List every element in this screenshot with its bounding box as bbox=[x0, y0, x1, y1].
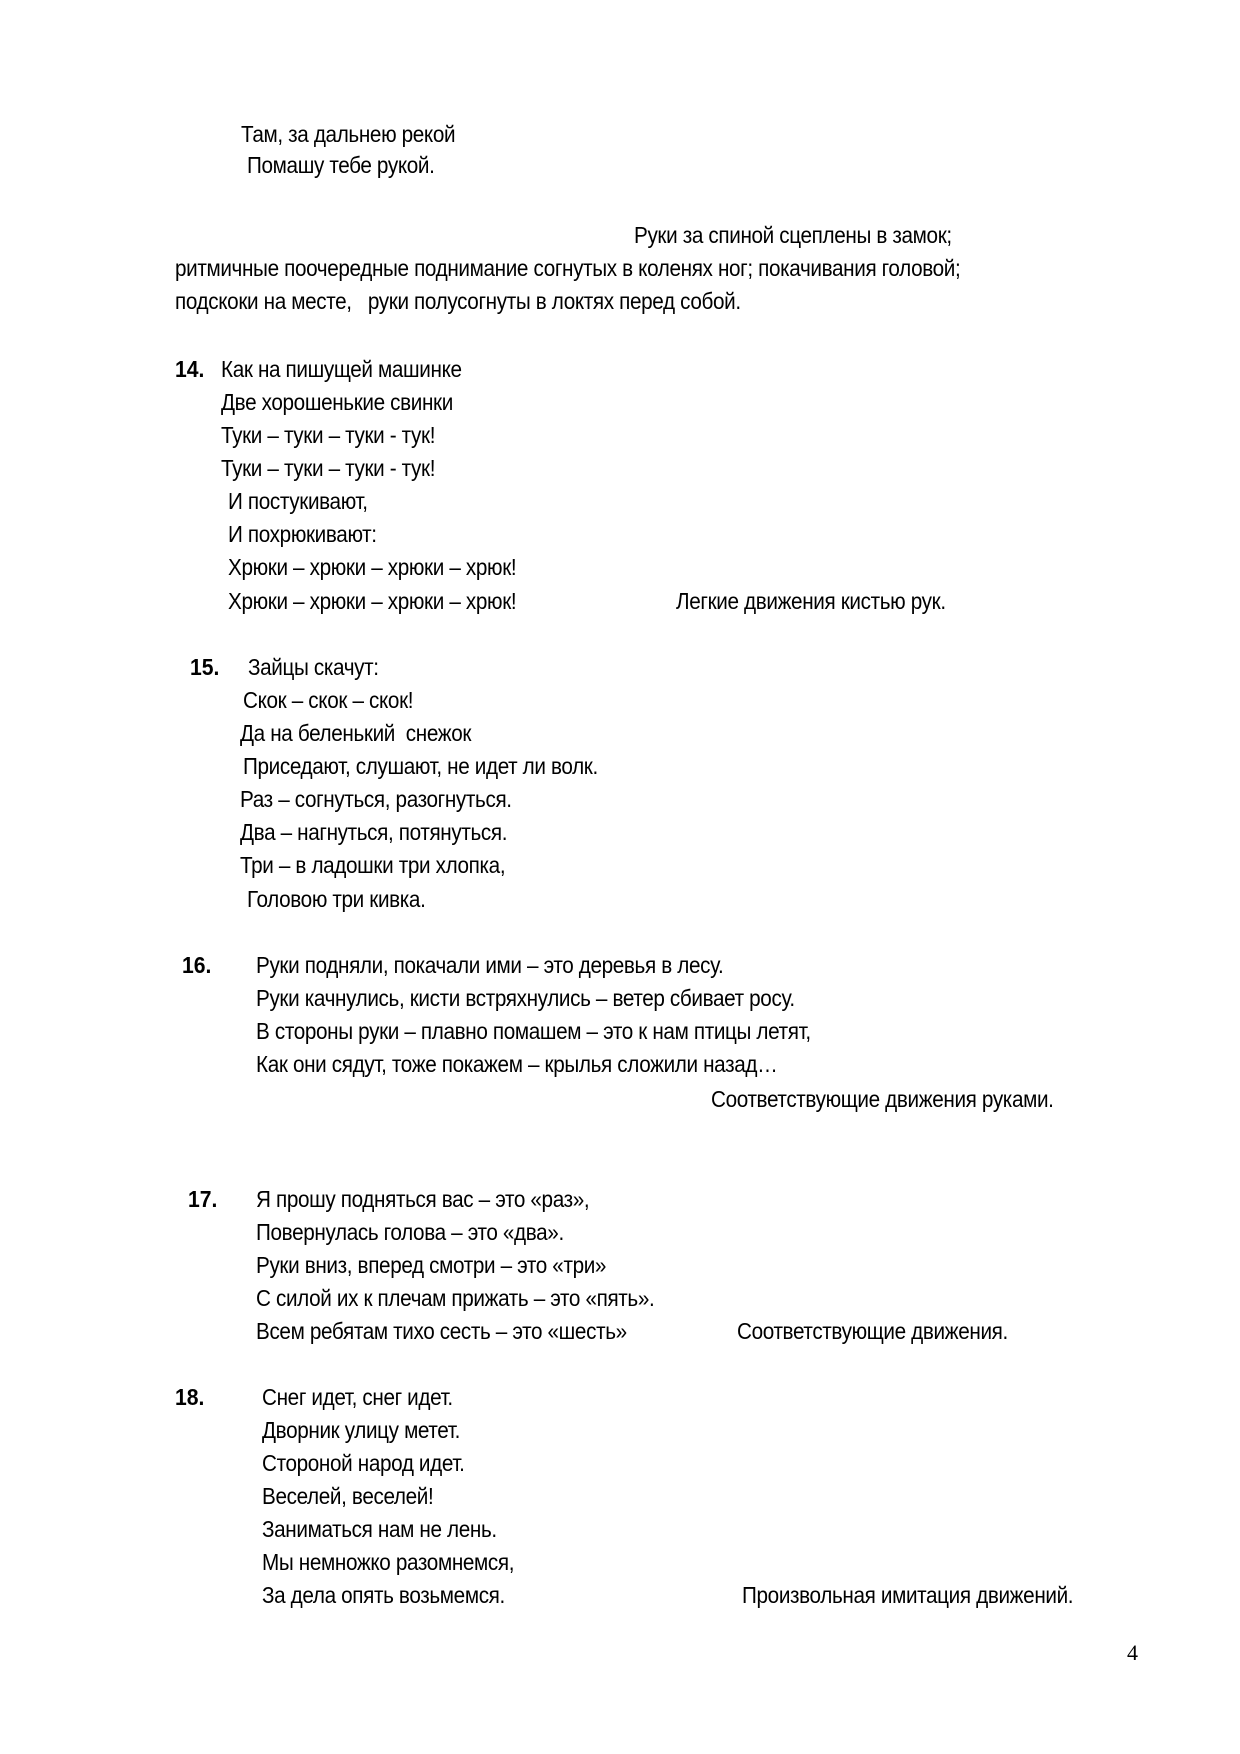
poem-line: Туки – туки – туки - тук! bbox=[221, 422, 436, 448]
item-number: 16. bbox=[182, 952, 212, 978]
poem-line: В стороны руки – плавно помашем – это к нам птицы летят, bbox=[256, 1018, 811, 1044]
movement-note: ритмичные поочередные поднимание согнутых в коленях ног; покачивания головой; bbox=[175, 255, 961, 281]
poem-line: Руки вниз, вперед смотри – это «три» bbox=[256, 1252, 607, 1278]
poem-line: Два – нагнуться, потянуться. bbox=[240, 819, 508, 845]
movement-note: Соответствующие движения. bbox=[737, 1318, 1008, 1344]
poem-line: Хрюки – хрюки – хрюки – хрюк! bbox=[228, 554, 517, 580]
poem-line: Всем ребятам тихо сесть – это «шесть» bbox=[256, 1318, 627, 1344]
poem-line: Да на беленький снежок bbox=[240, 720, 472, 746]
item-number: 18. bbox=[175, 1384, 205, 1410]
poem-line: Три – в ладошки три хлопка, bbox=[240, 852, 506, 878]
poem-line: Приседают, слушают, не идет ли волк. bbox=[243, 753, 598, 779]
poem-line: Мы немножко разомнемся, bbox=[262, 1549, 515, 1575]
poem-line: Как они сядут, тоже покажем – крылья сложили назад… bbox=[256, 1051, 778, 1077]
poem-line: Хрюки – хрюки – хрюки – хрюк! bbox=[228, 588, 517, 614]
poem-line: За дела опять возьмемся. bbox=[262, 1582, 505, 1608]
poem-line: И похрюкивают: bbox=[228, 521, 377, 547]
item-number: 15. bbox=[190, 654, 220, 680]
movement-note: Руки за спиной сцеплены в замок; bbox=[634, 222, 952, 248]
poem-line: И постукивают, bbox=[228, 488, 368, 514]
poem-line: Две хорошенькие свинки bbox=[221, 389, 453, 415]
poem-line: Руки качнулись, кисти встряхнулись – ветер сбивает росу. bbox=[256, 985, 795, 1011]
poem-line: Заниматься нам не лень. bbox=[262, 1516, 497, 1542]
poem-line: Дворник улицу метет. bbox=[262, 1417, 460, 1443]
movement-note: Соответствующие движения руками. bbox=[711, 1086, 1054, 1112]
item-number: 14. bbox=[175, 356, 205, 382]
poem-line: Повернулась голова – это «два». bbox=[256, 1219, 564, 1245]
poem-line: Раз – согнуться, разогнуться. bbox=[240, 786, 512, 812]
poem-line: С силой их к плечам прижать – это «пять». bbox=[256, 1285, 655, 1311]
movement-note: Легкие движения кистью рук. bbox=[676, 588, 946, 614]
page-number: 4 bbox=[1127, 1640, 1138, 1665]
movement-note: подскоки на месте, руки полусогнуты в локтях перед собой. bbox=[175, 288, 741, 314]
poem-line: Веселей, веселей! bbox=[262, 1483, 434, 1509]
poem-line: Как на пишущей машинке bbox=[221, 356, 462, 382]
poem-line: Снег идет, снег идет. bbox=[262, 1384, 453, 1410]
poem-line: Стороной народ идет. bbox=[262, 1450, 465, 1476]
movement-note: Произвольная имитация движений. bbox=[742, 1582, 1074, 1608]
poem-line: Руки подняли, покачали ими – это деревья в лесу. bbox=[256, 952, 724, 978]
poem-line: Головою три кивка. bbox=[247, 886, 426, 912]
poem-line: Зайцы скачут: bbox=[248, 654, 379, 680]
poem-line: Помашу тебе рукой. bbox=[247, 152, 435, 178]
item-number: 17. bbox=[188, 1186, 218, 1212]
poem-line: Туки – туки – туки - тук! bbox=[221, 455, 436, 481]
poem-line: Там, за дальнею рекой bbox=[241, 121, 456, 147]
poem-line: Скок – скок – скок! bbox=[243, 687, 414, 713]
poem-line: Я прошу подняться вас – это «раз», bbox=[256, 1186, 590, 1212]
